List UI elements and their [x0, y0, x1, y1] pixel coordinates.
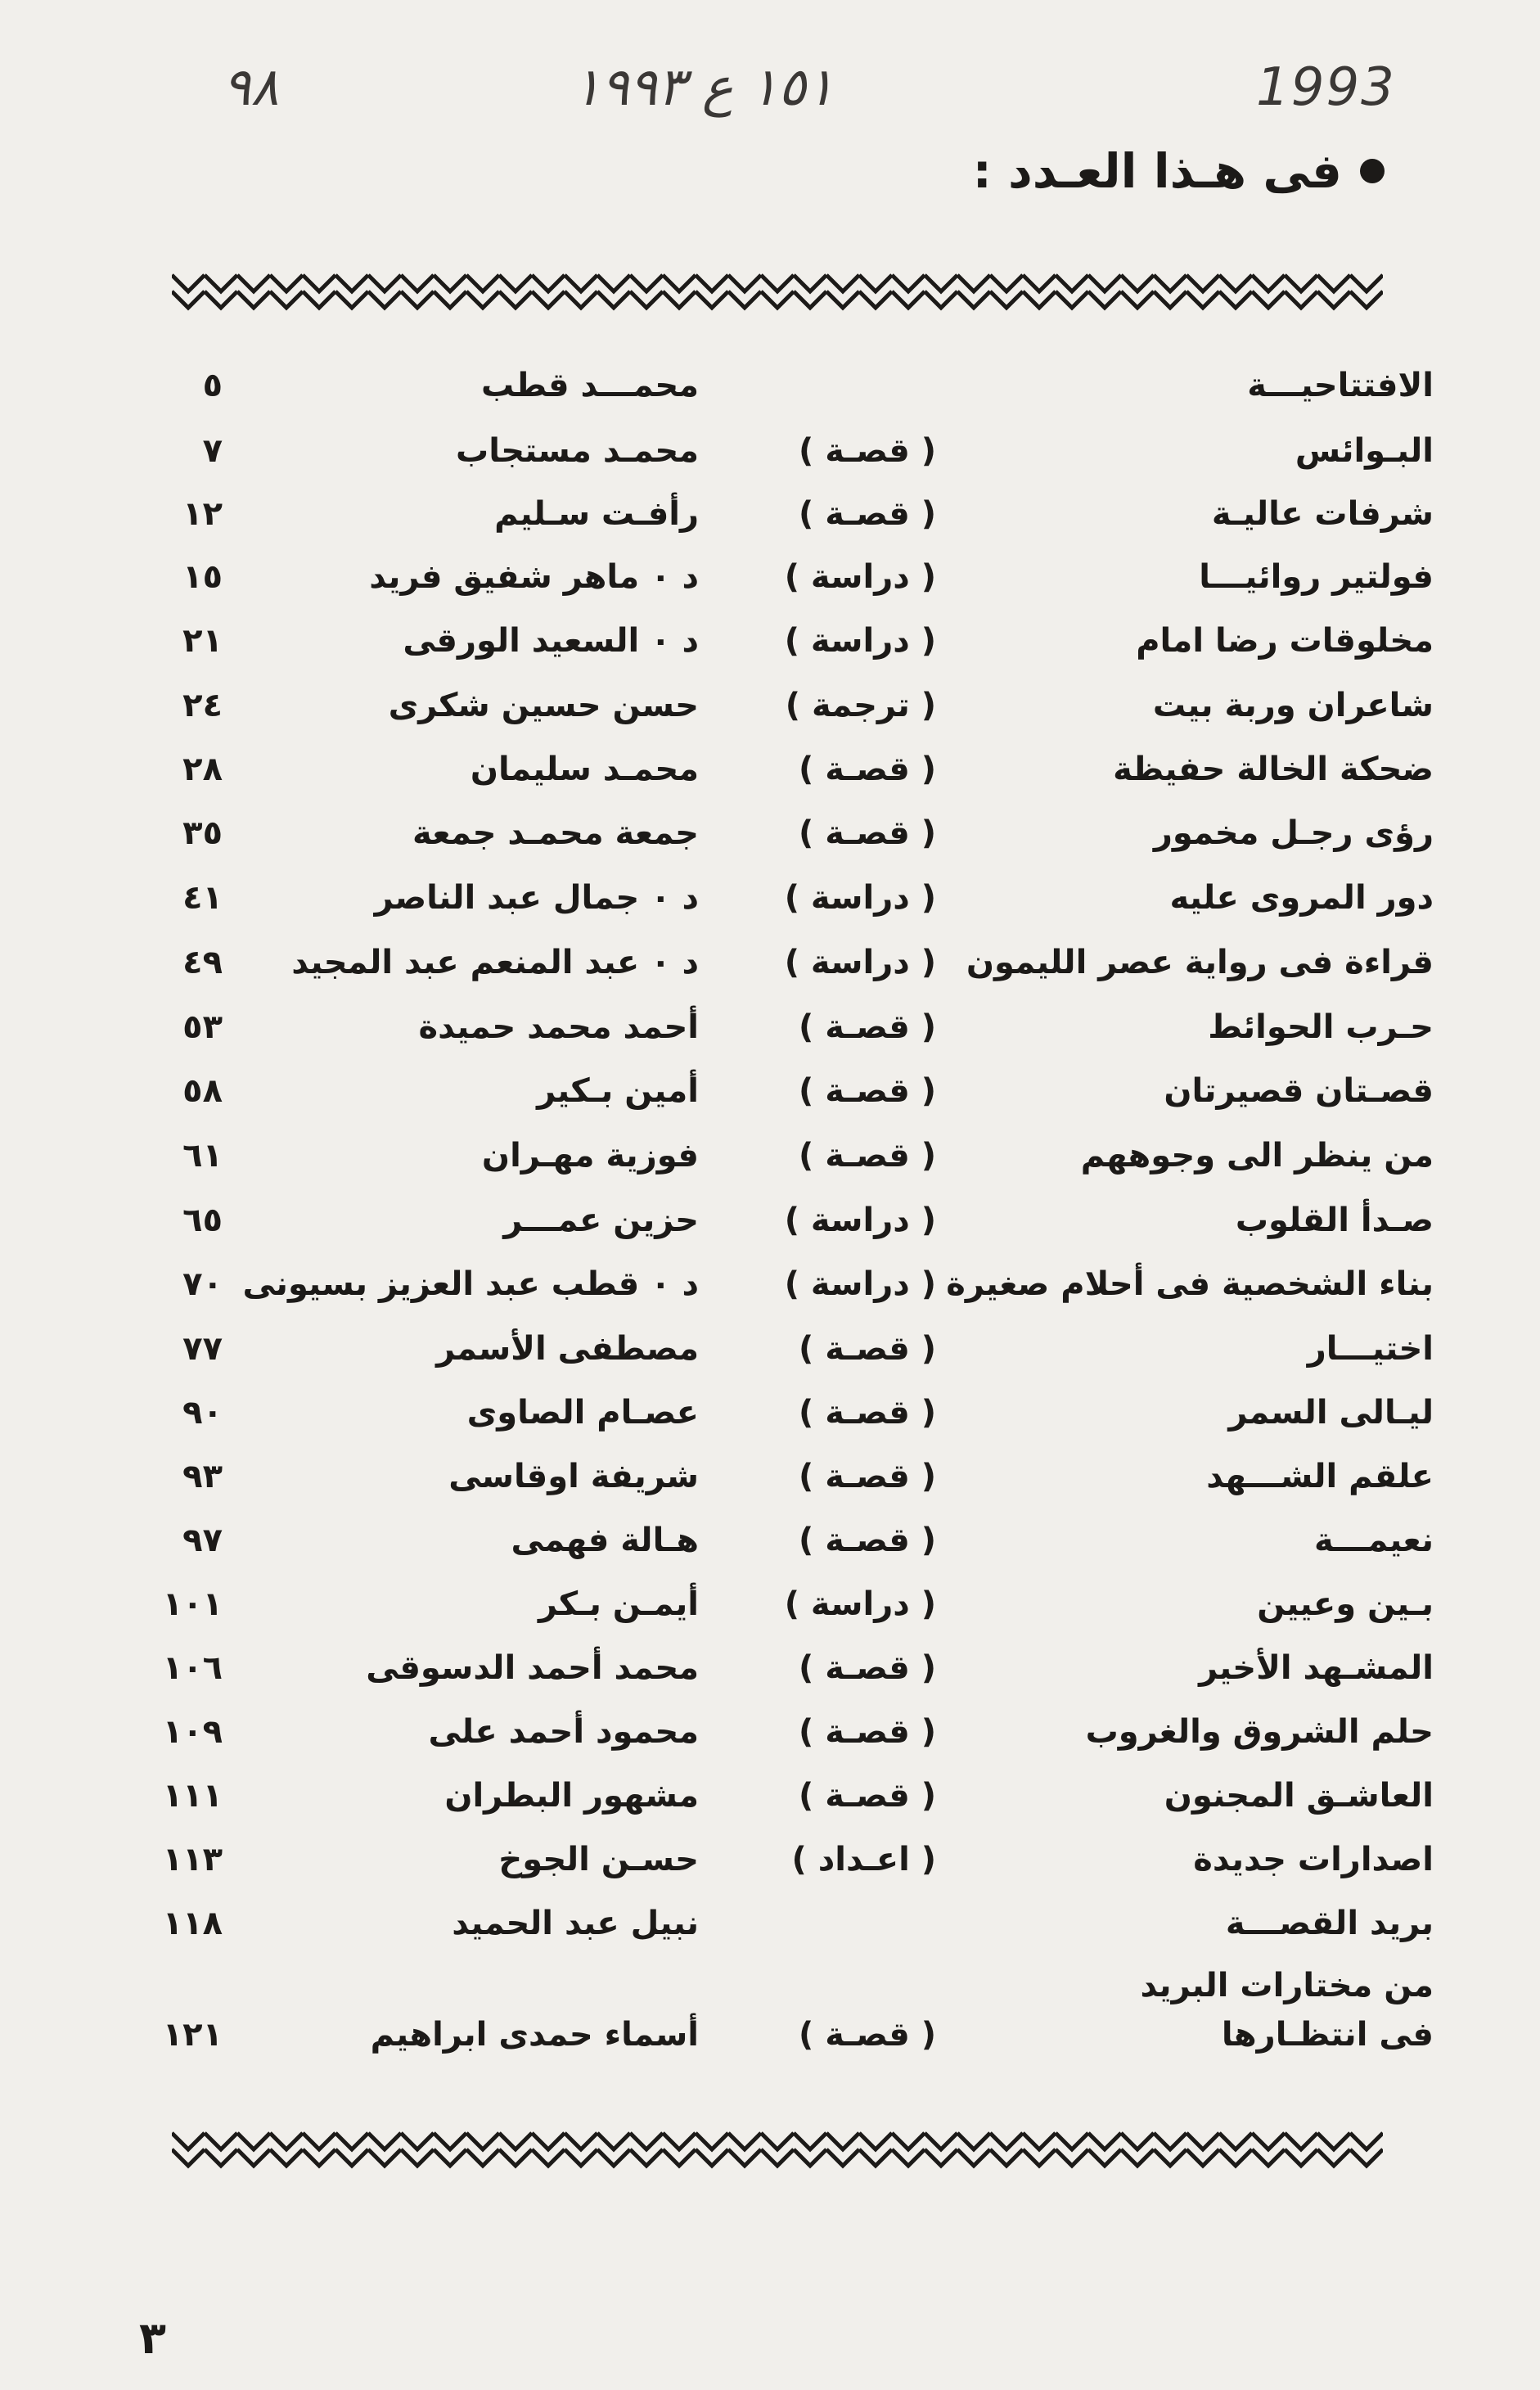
entry-title: من مختارات البريد	[1140, 1967, 1434, 2004]
entry-type: ( دراسة )	[784, 1202, 936, 1239]
toc-entry	[0, 1458, 1540, 1522]
entry-author: حسن حسين شكرى	[388, 687, 699, 724]
entry-title: ضحكة الخالة حفيظة	[1113, 751, 1434, 788]
entry-type: ( قصـة )	[799, 432, 936, 470]
entry-type: ( قصـة )	[799, 1649, 936, 1687]
entry-type: ( قصـة )	[799, 1072, 936, 1110]
entry-type: ( قصـة )	[799, 1713, 936, 1751]
entry-author: د ٠ عبد المنعم عبد المجيد	[291, 944, 699, 981]
entry-author: محمـــد قطب	[481, 367, 699, 404]
entry-page-number: ٧٧	[182, 1330, 223, 1368]
toc-entry	[0, 558, 1540, 622]
handwritten-issue: ١٥١ ع ١٩٩٣	[573, 57, 835, 118]
entry-page-number: ١٢١	[162, 2016, 223, 2054]
handwritten-year: 1993	[1256, 57, 1396, 118]
entry-title: فولتير روائيـــا	[1199, 558, 1434, 596]
entry-page-number: ٧	[202, 432, 223, 470]
entry-page-number: ٩٣	[182, 1458, 223, 1495]
entry-title: اصدارات جديدة	[1193, 1841, 1434, 1878]
entry-page-number: ٥٣	[182, 1008, 223, 1046]
toc-entry	[0, 879, 1540, 943]
toc-entry	[0, 495, 1540, 559]
entry-page-number: ٧٠	[182, 1265, 223, 1303]
entry-title: قراءة فى رواية عصر الليمون	[966, 944, 1434, 981]
entry-author: جمعة محمـد جمعة	[412, 814, 699, 852]
handwritten-code: ٩٨	[223, 57, 279, 118]
entry-page-number: ١٥	[182, 558, 223, 596]
toc-entry	[0, 1777, 1540, 1841]
entry-title: العاشـق المجنون	[1164, 1777, 1434, 1815]
entry-page-number: ٤٩	[182, 944, 223, 981]
page-number: ٣	[139, 2312, 166, 2364]
entry-title: البـوائس	[1295, 432, 1434, 470]
toc-entry	[0, 367, 1540, 431]
entry-page-number: ١٠٩	[162, 1713, 223, 1751]
entry-author: محمـد سليمان	[470, 751, 699, 788]
entry-author: شريفة اوقاسى	[448, 1458, 699, 1495]
toc-entry	[0, 622, 1540, 686]
entry-title: بريد القصـــة	[1225, 1905, 1434, 1942]
ornament-border-top	[172, 270, 1383, 313]
entry-type: ( قصـة )	[799, 1394, 936, 1432]
toc-entry	[0, 1649, 1540, 1713]
entry-title: بـين وعيين	[1257, 1585, 1434, 1623]
entry-author: د ٠ جمال عبد الناصر	[374, 879, 699, 917]
toc-entry	[0, 1585, 1540, 1649]
entry-page-number: ١١٨	[162, 1905, 223, 1942]
entry-author: د ٠ قطب عبد العزيز بسيونى	[242, 1265, 699, 1303]
entry-title: اختيـــار	[1307, 1330, 1434, 1368]
entry-author: أيمـن بـكر	[538, 1585, 699, 1623]
toc-entry	[0, 944, 1540, 1008]
contents-heading-text: فى هـذا العـدد :	[972, 143, 1342, 199]
entry-title: دور المروى عليه	[1169, 879, 1434, 917]
entry-title: شرفات عاليـة	[1211, 495, 1434, 533]
toc-entry	[0, 432, 1540, 496]
entry-type: ( اعـداد )	[791, 1841, 936, 1878]
entry-type: ( قصـة )	[799, 1777, 936, 1815]
contents-heading	[973, 143, 1385, 199]
entry-page-number: ١١١	[162, 1777, 223, 1815]
entry-title: ليـالى السمر	[1228, 1394, 1434, 1432]
entry-title: بناء الشخصية فى أحلام صغيرة	[946, 1265, 1434, 1303]
entry-author: أحمد محمد حميدة	[418, 1008, 699, 1046]
toc-entry	[0, 1008, 1540, 1072]
entry-page-number: ٥٨	[182, 1072, 223, 1110]
ornament-border-bottom	[172, 2128, 1383, 2171]
toc-entry	[0, 1072, 1540, 1136]
toc-entry	[0, 1522, 1540, 1585]
entry-author: حزين عمـــر	[503, 1202, 699, 1239]
entry-type: ( دراسة )	[784, 1585, 936, 1623]
toc-entry	[0, 1137, 1540, 1201]
entry-type: ( قصـة )	[799, 814, 936, 852]
entry-page-number: ٩٧	[182, 1522, 223, 1559]
entry-author: نبيل عبد الحميد	[452, 1905, 699, 1942]
entry-author: محمود أحمد على	[428, 1713, 699, 1751]
entry-author: مصطفى الأسمر	[436, 1330, 699, 1368]
entry-type: ( ترجمة )	[785, 687, 936, 724]
entry-author: د ٠ السعيد الورقى	[403, 622, 699, 660]
entry-page-number: ٩٠	[182, 1394, 223, 1432]
entry-author: هـالة فهمى	[511, 1522, 699, 1559]
toc-entry	[0, 1713, 1540, 1777]
entry-author: محمـد مستجاب	[456, 432, 699, 470]
entry-page-number: ٤١	[182, 879, 223, 917]
toc-entry	[0, 1905, 1540, 1968]
entry-page-number: ٢١	[182, 622, 223, 660]
entry-author: رأفـت سـليم	[494, 495, 699, 533]
entry-page-number: ١١٣	[162, 1841, 223, 1878]
entry-page-number: ٦١	[182, 1137, 223, 1175]
entry-type: ( قصـة )	[799, 1008, 936, 1046]
entry-type: ( قصـة )	[799, 1137, 936, 1175]
entry-title: الافتتاحيـــة	[1247, 367, 1434, 404]
entry-type: ( قصـة )	[799, 495, 936, 533]
toc-entry	[0, 1394, 1540, 1458]
entry-author: محمد أحمد الدسوقى	[366, 1649, 699, 1687]
entry-type: ( قصـة )	[799, 751, 936, 788]
entry-type: ( دراسة )	[784, 622, 936, 660]
toc-entry	[0, 814, 1540, 878]
entry-type: ( دراسة )	[784, 944, 936, 981]
entry-title: فى انتظـارها	[1221, 2016, 1434, 2054]
entry-author: عصـام الصاوى	[466, 1394, 699, 1432]
entry-type: ( دراسة )	[784, 1265, 936, 1303]
entry-author: فوزية مهـران	[481, 1137, 699, 1175]
toc-entry	[0, 1265, 1540, 1329]
toc-entry	[0, 751, 1540, 814]
entry-title: مخلوقات رضا امام	[1136, 622, 1434, 660]
entry-type: ( قصـة )	[799, 1522, 936, 1559]
entry-title: حـرب الحوائط	[1208, 1008, 1434, 1046]
entry-title: شاعران وربة بيت	[1152, 687, 1434, 724]
toc-entry	[0, 687, 1540, 751]
entry-page-number: ٢٨	[182, 751, 223, 788]
entry-title: قصـتان قصيرتان	[1164, 1072, 1434, 1110]
entry-title: علقم الشـــهد	[1206, 1458, 1434, 1495]
entry-title: من ينظر الى وجوههم	[1080, 1137, 1434, 1175]
entry-type: ( قصـة )	[799, 2016, 936, 2054]
entry-author: أسماء حمدى ابراهيم	[370, 2016, 699, 2054]
entry-author: د ٠ ماهر شفيق فريد	[369, 558, 699, 596]
entry-page-number: ٣٥	[182, 814, 223, 852]
toc-entry	[0, 1202, 1540, 1265]
toc-entry	[0, 2016, 1540, 2080]
entry-page-number: ١٠١	[162, 1585, 223, 1623]
bullet-icon	[1360, 159, 1385, 183]
entry-type: ( قصـة )	[799, 1458, 936, 1495]
entry-title: صـدأ القلوب	[1235, 1202, 1434, 1239]
entry-page-number: ١٢	[182, 495, 223, 533]
entry-author: أمين بـكير	[537, 1072, 699, 1110]
entry-title: المشـهد الأخير	[1199, 1649, 1434, 1687]
entry-author: مشهور البطران	[444, 1777, 699, 1815]
entry-type: ( دراسة )	[784, 558, 936, 596]
entry-type: ( قصـة )	[799, 1330, 936, 1368]
entry-page-number: ٥	[202, 367, 223, 404]
entry-page-number: ١٠٦	[162, 1649, 223, 1687]
entry-title: حلم الشروق والغروب	[1085, 1713, 1434, 1751]
toc-entry	[0, 1841, 1540, 1905]
entry-author: حسـن الجوخ	[498, 1841, 699, 1878]
entry-title: رؤى رجـل مخمور	[1153, 814, 1434, 852]
toc-entry	[0, 1330, 1540, 1394]
entry-type: ( دراسة )	[784, 879, 936, 917]
entry-page-number: ٦٥	[182, 1202, 223, 1239]
entry-title: نعيمـــة	[1313, 1522, 1434, 1559]
entry-page-number: ٢٤	[182, 687, 223, 724]
